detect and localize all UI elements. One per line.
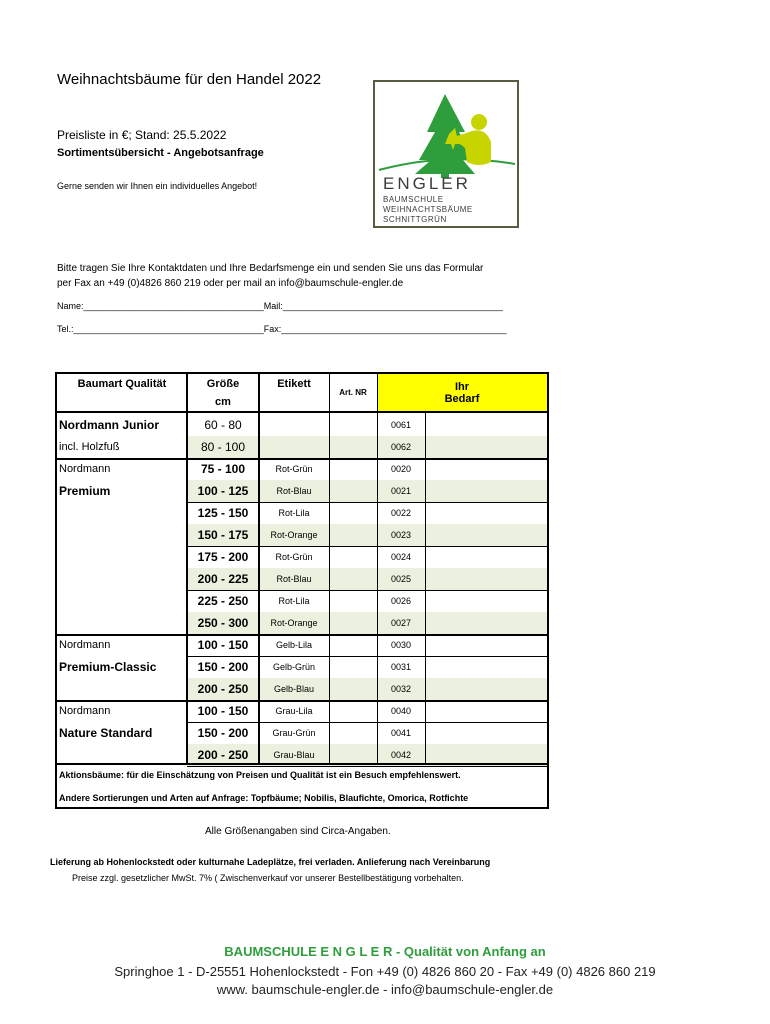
other-sorts-note: Andere Sortierungen und Arten auf Anfrage: Topfbäume; Nobilis, Blaufichte, Omorica, Rotfichte: [59, 793, 469, 803]
overview-line: Sortimentsübersicht - Angebotsanfrage: [57, 147, 264, 159]
label-cell: [259, 436, 329, 458]
size-cell: 60 - 80: [204, 418, 242, 432]
species-label: Premium: [59, 484, 111, 498]
col-divider: [186, 374, 188, 765]
label-header: Etikett: [277, 378, 311, 390]
page-title: Weihnachtsbäume für den Handel 2022: [57, 71, 322, 88]
demand-input[interactable]: [425, 612, 547, 634]
artnr-cell: 0024: [390, 552, 412, 562]
engler-logo: [373, 80, 519, 228]
artnr-cell: 0032: [390, 684, 412, 694]
species-label: incl. Holzfuß: [59, 441, 120, 453]
species-label: Premium-Classic: [59, 660, 157, 674]
label-cell: Rot-Lila: [278, 508, 310, 518]
demand-input[interactable]: [425, 590, 547, 612]
footer-title: BAUMSCHULE E N G L E R - Qualität von Anfang an: [224, 944, 546, 959]
size-cell: 225 - 250: [197, 594, 249, 608]
label-cell: Gelb-Lila: [275, 640, 313, 650]
demand-input[interactable]: [425, 458, 547, 480]
size-cell: 80 - 100: [200, 440, 246, 454]
species-header: Baumart Qualität: [77, 378, 167, 390]
species-label: Nordmann: [59, 705, 111, 717]
demand-input[interactable]: [425, 678, 547, 700]
name-mail-field[interactable]: Name:____________________________________Mail:____________________________________________: [57, 301, 503, 311]
size-cell: 75 - 100: [200, 462, 246, 476]
need-header-line1: Ihr: [454, 380, 470, 393]
col-divider: [258, 374, 260, 765]
artnr-cell: 0023: [390, 530, 412, 540]
artnr-cell: 0031: [390, 662, 412, 672]
form-intro-1: Bitte tragen Sie Ihre Kontaktdaten und Ihre Bedarfsmenge ein und senden Sie uns das Formular: [57, 263, 484, 274]
demand-input[interactable]: [425, 480, 547, 502]
label-cell: Rot-Orange: [270, 618, 318, 628]
size-cell: 100 - 150: [197, 638, 249, 652]
col-divider: [329, 374, 330, 411]
artnr-cell: 0027: [390, 618, 412, 628]
artnr-header: Art. NR: [339, 387, 367, 397]
artnr-cell: 0041: [390, 728, 412, 738]
label-cell: [259, 414, 329, 436]
species-label: Nature Standard: [59, 726, 153, 740]
label-cell: Rot-Blau: [276, 486, 312, 496]
size-cell: 100 - 125: [197, 484, 249, 498]
logo-line-2: WEIHNACHTSBÄUME: [383, 205, 473, 214]
form-intro-2: per Fax an +49 (0)4826 860 219 oder per mail an info@baumschule-engler.de: [57, 278, 404, 289]
col-divider: [329, 411, 330, 765]
demand-input[interactable]: [425, 722, 547, 744]
label-cell: Grau-Blau: [273, 750, 315, 760]
species-label: Nordmann: [59, 639, 111, 651]
size-cell: 250 - 300: [197, 616, 249, 630]
size-header: Größe: [206, 378, 240, 390]
size-cell: 150 - 200: [197, 726, 249, 740]
demand-input[interactable]: [425, 502, 547, 524]
logo-line-1: BAUMSCHULE: [383, 195, 444, 204]
footer-address: Springhoe 1 - D-25551 Hohenlockstedt - Fon +49 (0) 4826 860 20 - Fax +49 (0) 4826 860 219: [114, 964, 656, 979]
artnr-cell: 0030: [390, 640, 412, 650]
artnr-cell: 0022: [390, 508, 412, 518]
demand-input[interactable]: [425, 524, 547, 546]
label-cell: Rot-Grün: [275, 552, 313, 562]
logo-line-3: SCHNITTGRÜN: [383, 215, 447, 224]
label-cell: Grau-Grün: [272, 728, 316, 738]
artnr-cell: 0026: [390, 596, 412, 606]
logo-name: ENGLER: [383, 174, 471, 193]
label-cell: Gelb-Grün: [272, 662, 316, 672]
demand-input[interactable]: [425, 414, 547, 436]
size-unit-header: cm: [215, 396, 231, 408]
promo-note: Aktionsbäume: für die Einschätzung von Preisen und Qualität ist ein Besuch empfehlenswert.: [59, 770, 461, 780]
size-cell: 200 - 225: [197, 572, 249, 586]
footer-web[interactable]: www. baumschule-engler.de - info@baumschule-engler.de: [216, 982, 554, 997]
size-cell: 200 - 250: [197, 682, 249, 696]
row-divider: [57, 763, 547, 765]
size-cell: 150 - 200: [197, 660, 249, 674]
artnr-cell: 0021: [390, 486, 412, 496]
label-cell: Rot-Lila: [278, 596, 310, 606]
need-header: [377, 374, 547, 411]
label-cell: Rot-Orange: [270, 530, 318, 540]
tel-fax-field[interactable]: Tel.:______________________________________Fax:_____________________________________________: [57, 324, 507, 334]
col-divider: [377, 374, 378, 765]
row-divider: [187, 766, 547, 767]
size-cell: 200 - 250: [197, 748, 249, 762]
artnr-cell: 0040: [390, 706, 412, 716]
label-cell: Rot-Blau: [276, 574, 312, 584]
artnr-cell: 0042: [390, 750, 412, 760]
header-divider: [57, 411, 547, 413]
assortment-table: [55, 372, 549, 809]
demand-input[interactable]: [425, 700, 547, 722]
artnr-cell: 0061: [390, 420, 412, 430]
price-note: Preise zzgl. gesetzlicher MwSt. 7% ( Zwischenverkauf vor unserer Bestellbestätigung vorbehalten.: [72, 873, 464, 883]
offer-line: Gerne senden wir Ihnen ein individuelles Angebot!: [57, 181, 258, 191]
size-cell: 125 - 150: [197, 506, 249, 520]
label-cell: Rot-Grün: [275, 464, 313, 474]
demand-input[interactable]: [425, 546, 547, 568]
demand-input[interactable]: [425, 656, 547, 678]
size-note: Alle Größenangaben sind Circa-Angaben.: [205, 826, 391, 837]
demand-input[interactable]: [425, 436, 547, 458]
demand-input[interactable]: [425, 568, 547, 590]
demand-input[interactable]: [425, 634, 547, 656]
artnr-cell: 0025: [390, 574, 412, 584]
label-cell: Gelb-Blau: [273, 684, 315, 694]
artnr-cell: 0020: [390, 464, 412, 474]
size-cell: 100 - 150: [197, 704, 249, 718]
size-cell: 175 - 200: [197, 550, 249, 564]
delivery-note: Lieferung ab Hohenlockstedt oder kulturnahe Ladeplätze, frei verladen. Anlieferung nach Vereinbarung: [50, 857, 491, 867]
price-line: Preisliste in €; Stand: 25.5.2022: [57, 128, 227, 142]
col-divider: [425, 411, 426, 765]
need-header-line2: Bedarf: [444, 392, 480, 405]
size-cell: 150 - 175: [197, 528, 249, 542]
species-label: Nordmann Junior: [59, 418, 160, 432]
species-label: Nordmann: [59, 463, 111, 475]
label-cell: Grau-Lila: [275, 706, 313, 716]
artnr-cell: 0062: [390, 442, 412, 452]
